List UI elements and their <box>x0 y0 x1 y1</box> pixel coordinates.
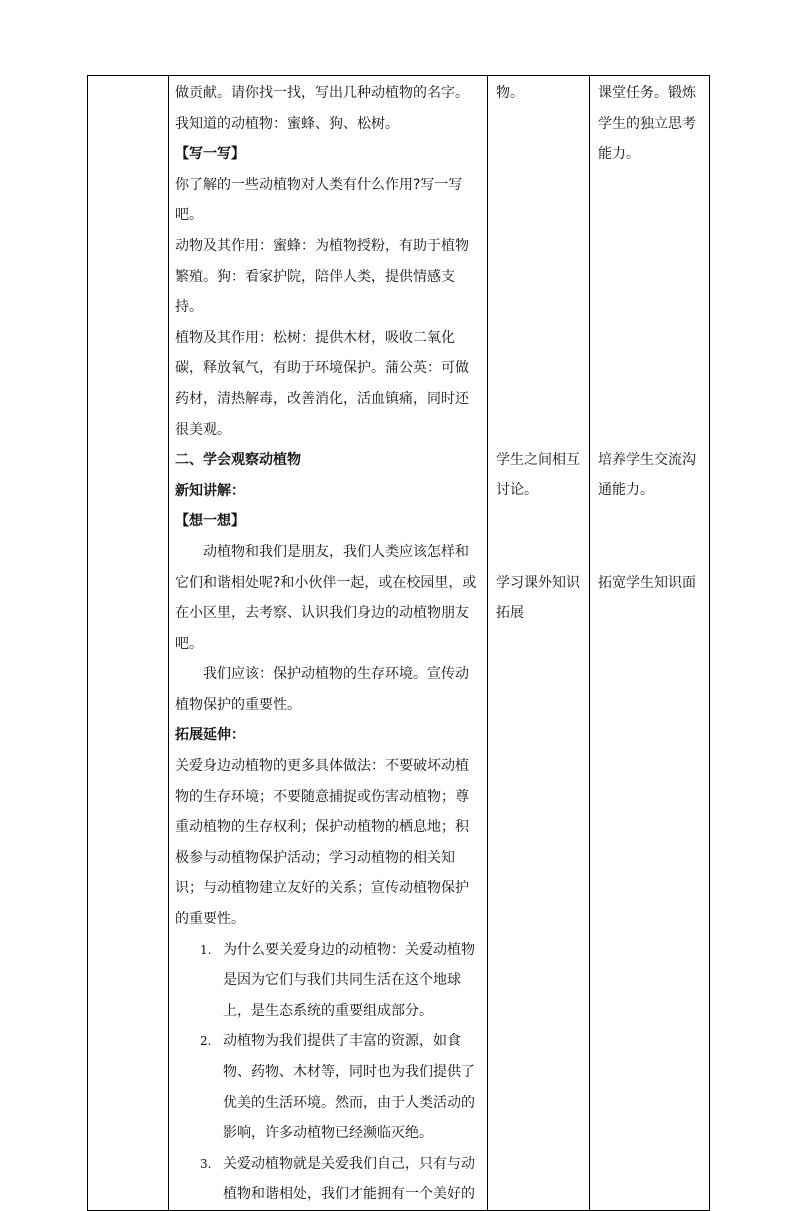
write-heading: 【写一写】 <box>175 146 245 163</box>
intent-extend: 拓宽学生知识面 <box>598 574 696 591</box>
list-item <box>175 1149 481 1210</box>
list-item <box>175 935 481 1027</box>
list-number: 2. <box>200 1034 212 1049</box>
write-prompt: 你了解的一些动植物对人类有什么作用?写一写吧。 <box>175 176 463 224</box>
intent-discuss: 培养学生交流沟通能力。 <box>598 451 696 499</box>
design-intent-cell <box>590 76 710 1211</box>
intro-text-2: 我知道的动植物：蜜蜂、狗、松树。 <box>175 115 399 132</box>
animals-paragraph: 动物及其作用：蜜蜂：为植物授粉，有助于植物繁殖。狗：看家护院，陪伴人类，提供情感支持。 <box>175 237 469 316</box>
list-number: 1. <box>200 942 212 957</box>
should-paragraph: 我们应该：保护动植物的生存环境。宣传动植物保护的重要性。 <box>175 666 469 713</box>
activity-top: 物。 <box>496 85 524 101</box>
activity-discuss: 学生之间相互讨论。 <box>496 451 580 499</box>
new-knowledge-heading: 新知讲解： <box>175 482 245 499</box>
list-text: 关爱动植物就是关爱我们自己，只有与动植物和谐相处，我们才能拥有一个美好的 <box>223 1155 475 1203</box>
reasons-list <box>175 935 481 1210</box>
list-text: 动植物为我们提供了丰富的资源，如食物、药物、木材等，同时也为我们提供了优美的生活环境。然而，由于人类活动的影响，许多动植物已经濒临灭绝。 <box>223 1033 475 1142</box>
intro-text-1: 做贡献。请你找一找，写出几种动植物的名字。 <box>175 85 469 101</box>
activity-extend: 学习课外知识拓展 <box>496 574 580 622</box>
list-number: 3. <box>200 1156 212 1171</box>
teaching-content-cell <box>169 76 488 1211</box>
think-paragraph: 动植物和我们是朋友，我们人类应该怎样和它们和谐相处呢?和小伙伴一起，或在校园里，或在小区里，去考察、认识我们身边的动植物朋友吧。 <box>175 543 477 652</box>
stage-column-cell <box>88 76 169 1211</box>
think-heading: 【想一想】 <box>175 513 245 530</box>
list-item <box>175 1026 481 1148</box>
section-2-title: 二、学会观察动植物 <box>175 452 301 469</box>
intent-top: 课堂任务。锻炼学生的独立思考能力。 <box>598 85 696 163</box>
extend-paragraph: 关爱身边动植物的更多具体做法：不要破坏动植物的生存环境；不要随意捕捉或伤害动植物；尊重动植物的生存权利；保护动植物的栖息地；积极参与动植物保护活动；学习动植物的相关知识；与动植物建立友好的关系；宣传动植物保护的重要性。 <box>175 758 469 928</box>
extend-heading: 拓展延伸： <box>175 727 245 744</box>
lesson-plan-table <box>87 75 710 1211</box>
list-text: 为什么要关爱身边的动植物：关爱动植物是因为它们与我们共同生活在这个地球上，是生态系统的重要组成部分。 <box>223 941 475 1019</box>
student-activity-cell <box>488 76 590 1211</box>
plants-paragraph: 植物及其作用：松树：提供木材，吸收二氧化碳，释放氧气，有助于环境保护。蒲公英：可做药材，清热解毒，改善消化，活血镇痛，同时还很美观。 <box>175 329 469 438</box>
